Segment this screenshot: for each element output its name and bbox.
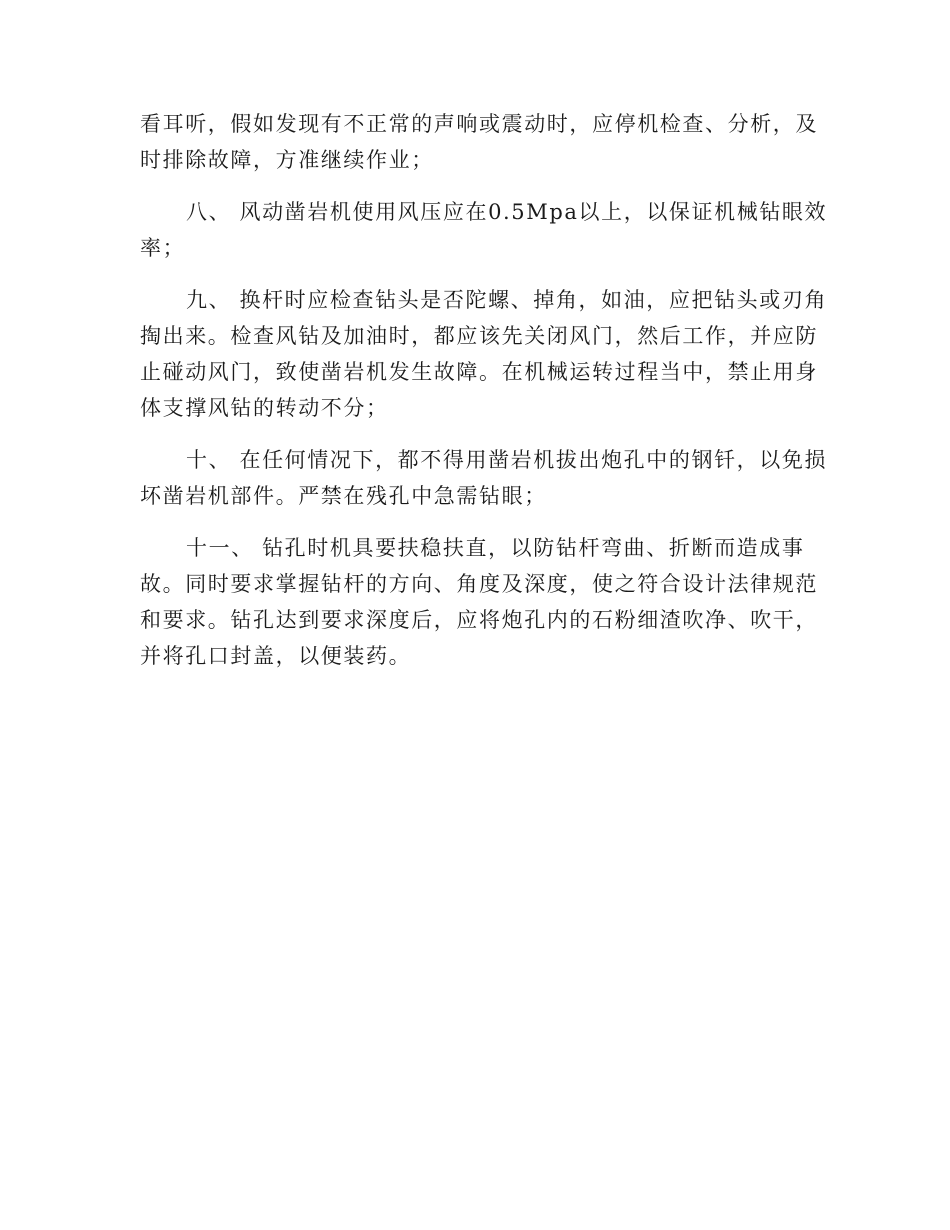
text-line: 并将孔口封盖，以便装药。 — [140, 644, 412, 668]
text-line: 时排除故障，方准继续作业； — [140, 148, 434, 172]
text-line: 止碰动风门，致使凿岩机发生故障。在机械运转过程当中，禁止用身 — [140, 360, 818, 384]
paragraph-item-8 — [140, 194, 828, 266]
paragraph-item-10 — [140, 442, 828, 514]
paragraph-item-9 — [140, 282, 828, 426]
text-line: 体支撑风钻的转动不分； — [140, 396, 389, 420]
text-line: 十一、 钻孔时机具要扶稳扶直，以防钻杆弯曲、折断而造成事 — [186, 536, 805, 560]
text-line: 掏出来。检查风钻及加油时，都应该先关闭风门，然后工作，并应防 — [140, 324, 818, 348]
text-line: 看耳听，假如发现有不正常的声响或震动时，应停机检查、分析，及 — [140, 112, 818, 136]
paragraph-continuation — [140, 106, 818, 178]
text-line: 九、 换杆时应检查钻头是否陀螺、掉角，如油，应把钻头或刃角 — [186, 288, 828, 312]
text-line: 故。同时要求掌握钻杆的方向、角度及深度，使之符合设计法律规范 — [140, 572, 818, 596]
text-line: 坏凿岩机部件。严禁在残孔中急需钻眼； — [140, 484, 547, 508]
text-line: 率； — [140, 236, 186, 260]
text-line: 八、 风动凿岩机使用风压应在0.5Mpa以上，以保证机械钻眼效 — [186, 200, 828, 224]
text-line: 十、 在任何情况下，都不得用凿岩机拔出炮孔中的钢钎，以免损 — [186, 448, 828, 472]
text-line: 和要求。钻孔达到要求深度后，应将炮孔内的石粉细渣吹净、吹干， — [140, 608, 818, 632]
document-body — [140, 106, 828, 690]
paragraph-item-11 — [140, 530, 818, 674]
